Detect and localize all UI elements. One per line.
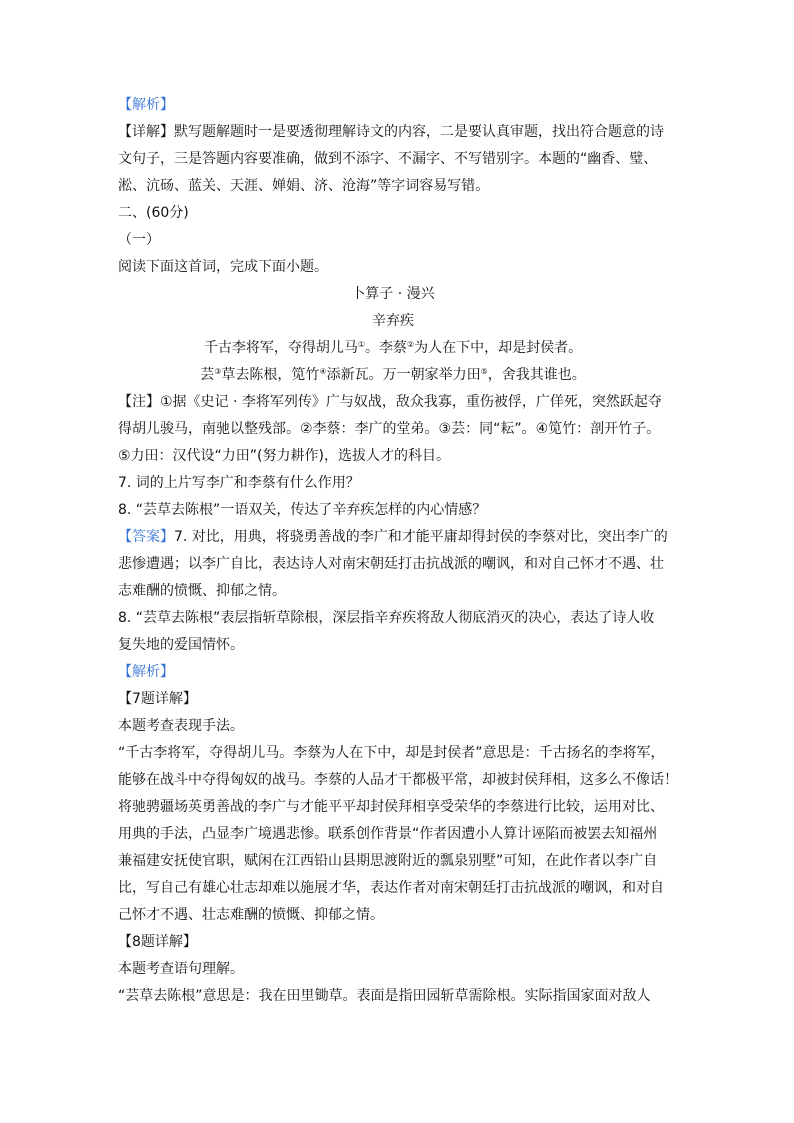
notes-line: ⑤力田：汉代设“力田”(努力耕作)，选拔人才的科目。 xyxy=(118,448,450,464)
detail-7-line: 本题考查表现手法。 xyxy=(118,718,244,734)
detail-8-line: “芸草去陈根”意思是：我在田里锄草。表面是指田园斩草需除根。实际指国家面对敌人 xyxy=(118,988,651,1004)
analysis-label: 【解析】 xyxy=(118,664,174,680)
notes-line: 【注】①据《史记 · 李将军列传》广与奴战，敌众我寡，重伤被俘，广佯死，突然跃起夺 xyxy=(118,394,662,410)
notes-line: 得胡儿骏马，南驰以整残部。②李蔡：李广的堂弟。③芸：同“耘”。④笕竹：剖开竹子。 xyxy=(118,421,661,437)
detail-7-line: 己怀才不遇、壮志难酬的愤慨、抑郁之情。 xyxy=(118,907,384,923)
answer-paragraph xyxy=(118,524,678,659)
detail-7-line: 用典的手法，凸显李广境遇悲惨。联系创作背景“作者因遭小人算计诬陷而被罢去知福州 xyxy=(118,826,658,842)
detail-7-line: “千古李将军，夺得胡儿马。李蔡为人在下中，却是封侯者”意思是：千古扬名的李将军， xyxy=(118,745,665,761)
answer-line: 8. “芸草去陈根”表层指斩草除根，深层指辛弃疾将敌人彻底消灭的决心，表达了诗人收 xyxy=(118,610,655,626)
footnote-marker: ③ xyxy=(214,367,222,376)
analysis-label: 【解析】 xyxy=(118,97,174,113)
answer-line: 悲惨遭遇；以李广自比，表达诗人对南宋朝廷打击抗战派的嘲讽，和对自己怀才不遇、壮 xyxy=(118,556,664,572)
footnote-marker: ② xyxy=(407,340,415,349)
poem-author: 辛弃疾 xyxy=(372,313,414,329)
detail-7-line: 比，写自己有雄心壮志却难以施展才华，表达作者对南宋朝廷打击抗战派的嘲讽，和对自 xyxy=(118,880,664,896)
detail-7-line: 将驰骋疆场英勇善战的李广与才能平平却封侯拜相享受荣华的李蔡进行比较，运用对比、 xyxy=(118,799,664,815)
detail-line: 【详解】默写题解题时一是要透彻理解诗文的内容，二是要认真审题，找出符合题意的诗 xyxy=(118,124,664,140)
detail-line: 淞、沆砀、蓝关、天涯、婵娟、济、沧海”等字词容易写错。 xyxy=(118,178,490,194)
answer-line: 【答案】7. 对比，用典，将骁勇善战的李广和才能平庸却得封侯的李蔡对比，突出李广的 xyxy=(118,529,668,545)
poem-title: 卜算子 · 漫兴 xyxy=(351,286,435,302)
section-heading: 二、(60分) xyxy=(118,205,189,221)
poem-line-1: 千古李将军，夺得胡儿马①。李蔡②为人在下中，却是封侯者。 xyxy=(203,340,583,356)
detail-7-line: 兼福建安抚使官职，赋闲在江西铅山县期思渡附近的瓢泉别墅”可知，在此作者以李广自 xyxy=(118,853,658,869)
subsection-heading: （一） xyxy=(118,232,160,248)
notes-paragraph xyxy=(118,389,678,470)
footnote-marker: ① xyxy=(357,340,365,349)
footnote-marker: ⑤ xyxy=(480,367,488,376)
content-column xyxy=(118,92,678,1010)
detail-label: 【详解】 xyxy=(118,124,174,140)
notes-label: 【注】 xyxy=(118,394,160,410)
detail-8-section xyxy=(118,929,678,1010)
detail-line: 文句子，三是答题内容要准确，做到不添字、不漏字、不写错别字。本题的“幽香、璧、 xyxy=(118,151,658,167)
answer-line: 复失地的爱国情怀。 xyxy=(118,637,244,653)
detail-paragraph xyxy=(118,119,678,200)
question-7: 7. 词的上片写李广和李蔡有什么作用？ xyxy=(118,475,360,491)
poem-line-2: 芸③草去陈根，笕竹④添新瓦。万一朝家举力田⑤，舍我其谁也。 xyxy=(200,367,586,383)
footnote-marker: ④ xyxy=(319,367,327,376)
detail-7-section xyxy=(118,686,678,929)
detail-7-label: 【7题详解】 xyxy=(118,691,197,707)
question-8: 8. “芸草去陈根”一语双关，传达了辛弃疾怎样的内心情感？ xyxy=(118,502,487,518)
answer-label: 【答案】 xyxy=(118,529,174,545)
answer-line: 志难酬的愤慨、抑郁之情。 xyxy=(118,583,286,599)
detail-7-line: 能够在战斗中夺得匈奴的战马。李蔡的人品才干都极平常，却被封侯拜相，这多么不像话！ xyxy=(118,772,678,788)
instruction-text: 阅读下面这首词，完成下面小题。 xyxy=(118,259,328,275)
detail-8-label: 【8题详解】 xyxy=(118,934,197,950)
detail-8-line: 本题考查语句理解。 xyxy=(118,961,244,977)
